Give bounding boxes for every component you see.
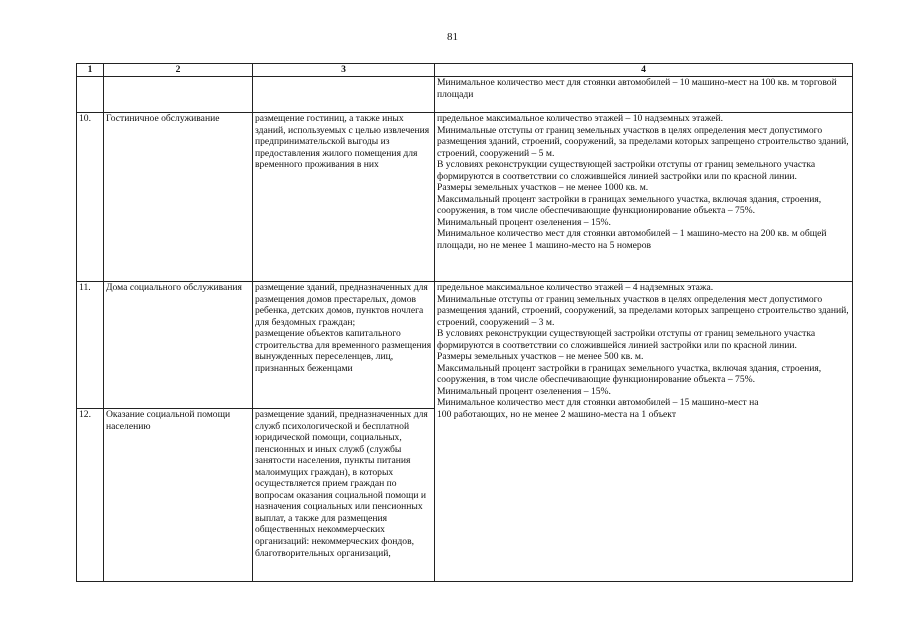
column-header-1: 1 xyxy=(77,64,104,77)
use-type-name: Дома социального обслуживания xyxy=(104,282,253,409)
column-header-3: 3 xyxy=(253,64,435,77)
row-number: 12. xyxy=(77,409,104,582)
use-type-parameters: предельное максимальное количество этажей – 10 надземных этажей. Минимальные отступы от границ земельных участков в целях определения мест допустимого размещения зданий, строений, сооружений, за пределами которых запрещено строительство зданий, строений, сооружений – 5 м. В условиях реконструкции существующей застройки отступы от границ земельного участка формируются в соответствии со сложившейся линией застройки или по красной линии. Размеры земельных участков – не менее 1000 кв. м. Максимальный процент застройки в границах земельного участка, включая здания, строения, сооружения, в том числе обеспечивающие функционирование объекта – 75%. Минимальный процент озеленения – 15%. Минимальное количество мест для стоянки автомобилей – 1 машино-место на 200 кв. м общей площади, но не менее 1 машино-место на 5 номеров xyxy=(435,113,853,282)
land-use-table xyxy=(76,63,853,582)
page-number: 81 xyxy=(447,31,458,43)
table-row-continuation xyxy=(77,77,853,113)
column-header-2: 2 xyxy=(104,64,253,77)
use-type-parameters-shared: предельное максимальное количество этажей – 4 надземных этажа. Минимальные отступы от границ земельных участков в целях определения мест допустимого размещения зданий, строений, сооружений, за пределами которых запрещено строительство зданий, строений, сооружений – 3 м. В условиях реконструкции существующей застройки отступы от границ земельного участка формируются в соответствии со сложившейся линией застройки или по красной линии. Размеры земельных участков – не менее 500 кв. м. Максимальный процент застройки в границах земельного участка, включая здания, строения, сооружения, в том числе обеспечивающие функционирование объекта – 75%. Минимальный процент озеленения – 15%. Минимальное количество мест для стоянки автомобилей – 15 машино-мест на 100 работающих, но не менее 2 машино-места на 1 объект xyxy=(435,282,853,582)
use-type-description: размещение зданий, предназначенных для служб психологической и бесплатной юридической помощи, социальных, пенсионных и иных служб (службы занятости населения, пункты питания малоимущих граждан), в которых осуществляется прием граждан по вопросам оказания социальной помощи и назначения социальных или пенсионных выплат, а также для размещения общественных некоммерческих организаций: некоммерческих фондов, благотворительных организаций, xyxy=(253,409,435,582)
row-number: 10. xyxy=(77,113,104,282)
cell-empty xyxy=(104,77,253,113)
column-header-4: 4 xyxy=(435,64,853,77)
use-type-description: размещение гостиниц, а также иных зданий, используемых с целью извлечения предпринимательской выгоды из предоставления жилого помещения для временного проживания в них xyxy=(253,113,435,282)
cell-empty xyxy=(77,77,104,113)
use-type-name: Оказание социальной помощи населению xyxy=(104,409,253,582)
cell-params-continuation: Минимальное количество мест для стоянки автомобилей – 10 машино-мест на 100 кв. м торговой площади xyxy=(435,77,853,113)
header-row xyxy=(77,64,853,77)
row-number: 11. xyxy=(77,282,104,409)
use-type-name: Гостиничное обслуживание xyxy=(104,113,253,282)
use-type-description: размещение зданий, предназначенных для размещения домов престарелых, домов ребенка, детских домов, пунктов ночлега для бездомных граждан; размещение объектов капитального строительства для временного размещения вынужденных переселенцев, лиц, признанных беженцами xyxy=(253,282,435,409)
table-row xyxy=(77,113,853,282)
cell-empty xyxy=(253,77,435,113)
table-row xyxy=(77,282,853,409)
